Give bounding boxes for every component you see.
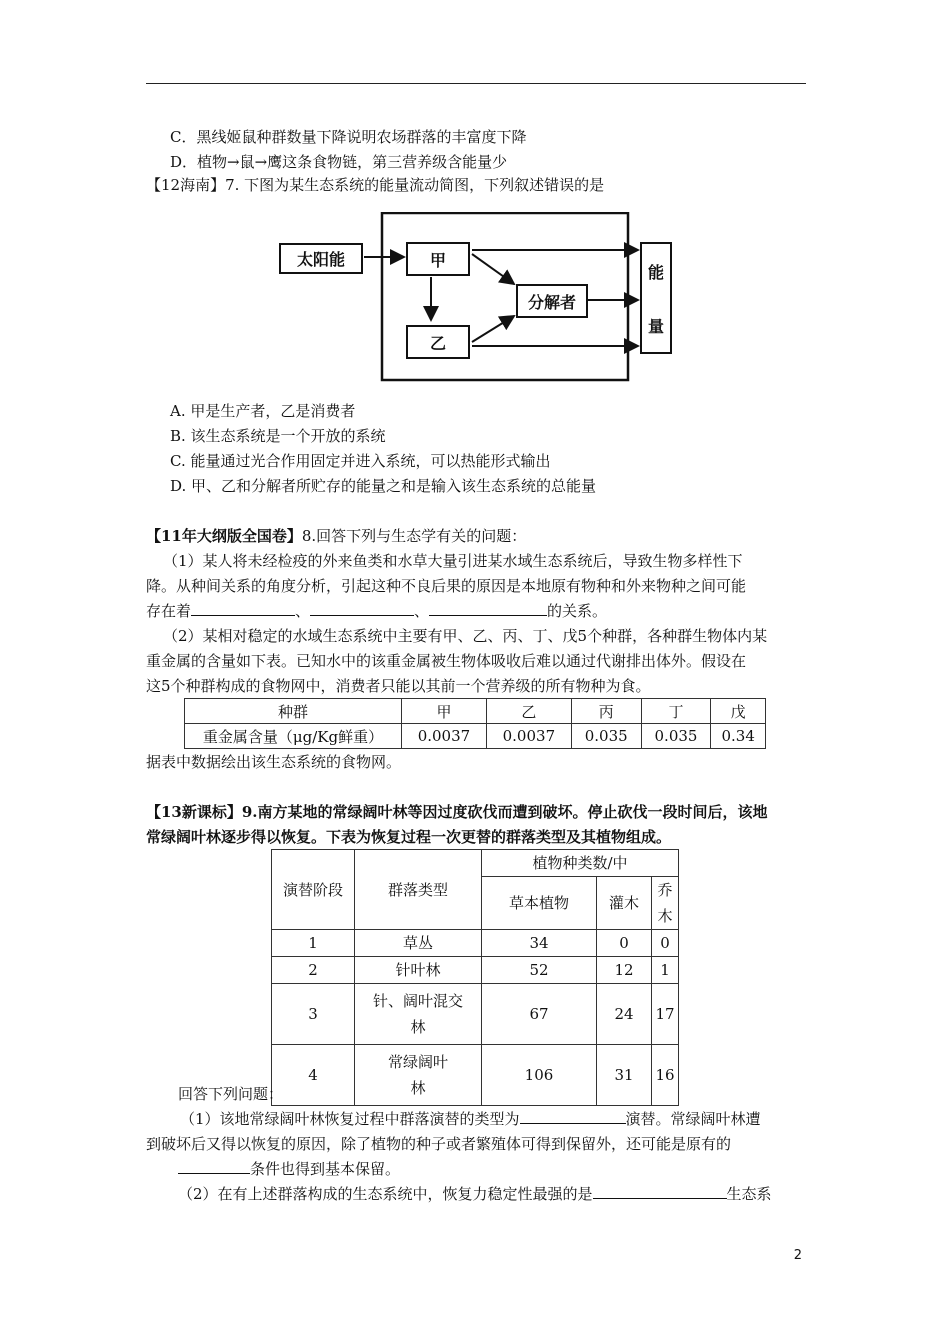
- q9-answer-prompt: 回答下列问题：: [178, 1085, 284, 1103]
- q8-p2-line3: 这5个种群构成的食物网中，消费者只能以其前一个营养级的所有物种为食。: [146, 677, 651, 695]
- q6-option-d: D．植物→鼠→鹰这条食物链，第三营养级含能量少: [170, 153, 508, 171]
- table-cell: 种群: [185, 699, 402, 724]
- q9-stem-line1: 【13新课标】9.南方某地的常绿阔叶林等因过度砍伐而遭到破坏。停止砍伐一段时间后，该地: [146, 803, 768, 821]
- box-jia: 甲: [406, 242, 470, 276]
- succession-table: [271, 849, 679, 1106]
- table-cell: 0.0037: [486, 724, 571, 749]
- q9-part1-line3-text: 条件也得到基本保留。: [250, 1160, 401, 1178]
- q9-part2-text: （2）在有上述群落构成的生态系统中，恢复力稳定性最强的是: [178, 1185, 593, 1203]
- table-cell: 0.035: [571, 724, 641, 749]
- table-row: [272, 984, 679, 1045]
- table-row: [185, 724, 766, 749]
- energy-char-2: 量: [647, 316, 664, 336]
- table-cell: 0.035: [641, 724, 711, 749]
- table-cell: 戊: [711, 699, 766, 724]
- table-header-type: 群落类型: [355, 850, 482, 930]
- table-cell: 丁: [641, 699, 711, 724]
- q8-sep-2: 、: [414, 602, 430, 620]
- q9-answer-blank-2[interactable]: [178, 1159, 250, 1174]
- table-header-species: 植物种类数/中: [482, 850, 679, 877]
- table-cell: 草丛: [355, 930, 482, 957]
- header-rule: [146, 83, 806, 84]
- table-header-herb: 草本植物: [482, 877, 597, 930]
- q9-part1-line2: 到破坏后又得以恢复的原因，除了植物的种子或者繁殖体可得到保留外，还可能是原有的: [146, 1135, 732, 1153]
- q8-p1-line3: [146, 601, 607, 621]
- table-cell: 16: [652, 1045, 679, 1106]
- q9-part1-line3: [178, 1159, 400, 1179]
- q7-option-d: D. 甲、乙和分解者所贮存的能量之和是输入该生态系统的总能量: [170, 477, 597, 495]
- table-cell: 2: [272, 957, 355, 984]
- table-cell: 24: [597, 984, 652, 1045]
- q8-p2-line1: （2）某相对稳定的水域生态系统中主要有甲、乙、丙、丁、戊5个种群，各种群生物体内某: [163, 627, 768, 645]
- table-cell: 0.34: [711, 724, 766, 749]
- table-cell: 67: [482, 984, 597, 1045]
- table-cell: 31: [597, 1045, 652, 1106]
- q7-option-b: B. 该生态系统是一个开放的系统: [170, 427, 386, 445]
- table-cell: 106: [482, 1045, 597, 1106]
- q8-p1-line2: 降。从种间关系的角度分析，引起这种不良后果的原因是本地原有物种和外来物种之间可能: [146, 577, 747, 595]
- q9-part2-text-end: 生态系: [726, 1185, 772, 1203]
- table-row: [272, 850, 679, 877]
- q9-answer-blank-1[interactable]: [520, 1109, 626, 1124]
- box-decomposer: 分解者: [516, 284, 588, 318]
- q9-part1-text: （1）该地常绿阔叶林恢复过程中群落演替的类型为: [180, 1110, 520, 1128]
- q7-option-a: A. 甲是生产者，乙是消费者: [170, 402, 356, 420]
- q9-part2-line1: [178, 1184, 772, 1204]
- table-cell: 0: [597, 930, 652, 957]
- q8-answer-blank-2[interactable]: [310, 601, 414, 616]
- table-cell: 乙: [486, 699, 571, 724]
- table-cell: 52: [482, 957, 597, 984]
- arrow-yi-to-decomposer: [472, 316, 514, 342]
- table-header-tree: 乔木: [652, 877, 679, 930]
- q8-source-tag: 【11年大纲版全国卷】: [146, 527, 302, 545]
- box-sun: 太阳能: [279, 243, 363, 274]
- table-header-shrub: 灌木: [597, 877, 652, 930]
- q7-option-c: C. 能量通过光合作用固定并进入系统，可以热能形式输出: [170, 452, 551, 470]
- q8-answer-blank-3[interactable]: [429, 601, 547, 616]
- table-cell: 0: [652, 930, 679, 957]
- q8-p1-end: 的关系。: [547, 602, 608, 620]
- table-header-stage: 演替阶段: [272, 850, 355, 930]
- q8-after-table: 据表中数据绘出该生态系统的食物网。: [146, 753, 402, 771]
- diagram-arrows: [276, 212, 680, 382]
- q8-sep-1: 、: [295, 602, 311, 620]
- table-cell: 重金属含量（μg/Kg鲜重）: [185, 724, 402, 749]
- q9-answer-blank-3[interactable]: [593, 1184, 727, 1199]
- table-cell: 0.0037: [402, 724, 487, 749]
- table-cell: 4: [272, 1045, 355, 1106]
- table-row: [185, 699, 766, 724]
- table-cell: 甲: [402, 699, 487, 724]
- box-yi: 乙: [406, 325, 470, 359]
- q8-answer-blank-1[interactable]: [191, 601, 295, 616]
- table-row: [272, 957, 679, 984]
- arrow-jia-to-decomposer: [472, 254, 514, 284]
- q6-option-c: C．黑线姬鼠种群数量下降说明农场群落的丰富度下降: [170, 128, 527, 146]
- table-cell: 针叶林: [355, 957, 482, 984]
- q9-stem-line2: 常绿阔叶林逐步得以恢复。下表为恢复过程一次更替的群落类型及其植物组成。: [146, 828, 672, 846]
- energy-char-1: 能: [647, 262, 664, 282]
- heavy-metal-table: [184, 698, 766, 749]
- table-cell: 12: [597, 957, 652, 984]
- q9-part1-text-end: 演替。常绿阔叶林遭: [625, 1110, 761, 1128]
- q8-heading: [146, 526, 526, 546]
- table-row: [272, 930, 679, 957]
- table-cell: 1: [272, 930, 355, 957]
- table-row: [272, 1045, 679, 1106]
- q8-p1-text: 存在着: [146, 602, 192, 620]
- table-cell: 17: [652, 984, 679, 1045]
- page-number: 2: [793, 1248, 802, 1263]
- q8-p2-line2: 重金属的含量如下表。已知水中的该重金属被生物体吸收后难以通过代谢排出体外。假设在: [146, 652, 747, 670]
- q7-stem: 【12海南】7. 下图为某生态系统的能量流动简图，下列叙述错误的是: [146, 176, 605, 194]
- q9-part1-line1: [180, 1109, 761, 1129]
- q8-p1-line1: （1）某人将未经检疫的外来鱼类和水草大量引进某水域生态系统后，导致生物多样性下: [163, 552, 743, 570]
- table-cell: 3: [272, 984, 355, 1045]
- table-cell: 丙: [571, 699, 641, 724]
- table-cell: 常绿阔叶林: [355, 1045, 482, 1106]
- energy-flow-diagram: [276, 212, 680, 382]
- table-cell: 针、阔叶混交林: [355, 984, 482, 1045]
- q8-title: 8.回答下列与生态学有关的问题：: [301, 527, 527, 545]
- box-energy: [640, 242, 672, 354]
- table-cell: 34: [482, 930, 597, 957]
- table-cell: 1: [652, 957, 679, 984]
